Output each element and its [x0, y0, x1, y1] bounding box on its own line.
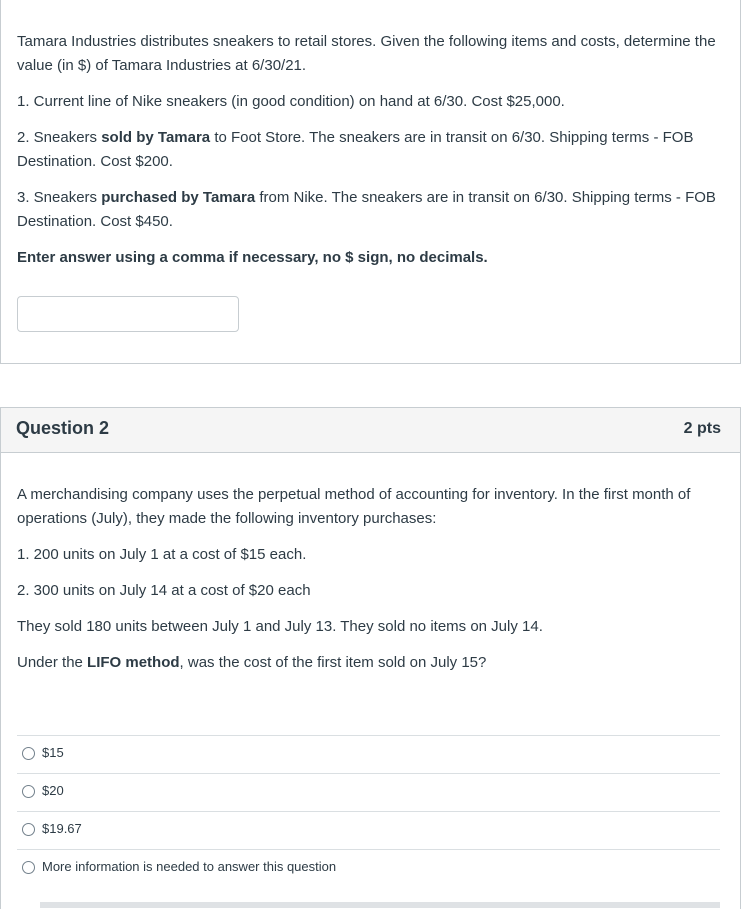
prompt-prefix: Under the [17, 654, 88, 671]
question-2-points: 2 pts [683, 420, 721, 437]
answer-option-label[interactable]: More information is needed to answer this question [42, 859, 337, 874]
question-2-header [1, 408, 740, 453]
item-2-bold: sold by Tamara [101, 129, 211, 146]
prompt-bold: LIFO method [87, 654, 180, 671]
horizontal-scrollbar[interactable] [40, 902, 720, 908]
question-2-prompt [17, 651, 725, 675]
answer-option[interactable] [17, 811, 720, 849]
question-2-panel [0, 407, 741, 909]
question-1-item-3 [17, 186, 717, 234]
question-1-instruction: Enter answer using a comma if necessary, no $ sign, no decimals. [17, 249, 488, 266]
radio-button[interactable] [22, 823, 35, 836]
question-2-body [17, 483, 725, 687]
question-2-item-2: 2. 300 units on July 14 at a cost of $20 each [17, 582, 311, 599]
question-1-panel [0, 0, 741, 364]
item-2-prefix: 2. Sneakers [17, 129, 102, 146]
radio-button[interactable] [22, 785, 35, 798]
question-1-item-2 [17, 126, 717, 174]
question-1-answer-input[interactable] [17, 296, 239, 332]
radio-button[interactable] [22, 861, 35, 874]
item-3-bold: purchased by Tamara [101, 189, 256, 206]
question-1-body [17, 30, 717, 270]
prompt-suffix: , was the cost of the first item sold on July 15? [179, 654, 487, 671]
question-2-sold: They sold 180 units between July 1 and July 13. They sold no items on July 14. [17, 618, 543, 635]
item-3-suffix: from Nike. The sneakers are in transit on 6/30. Shipping terms - FOB Destination. Cost $450. [17, 189, 716, 230]
answer-option[interactable] [17, 735, 720, 773]
answer-option-label[interactable]: $15 [42, 745, 64, 760]
question-2-answers [17, 735, 720, 887]
answer-option[interactable] [17, 773, 720, 811]
question-2-item-1: 1. 200 units on July 1 at a cost of $15 each. [17, 546, 307, 563]
question-1-item-1: 1. Current line of Nike sneakers (in good condition) on hand at 6/30. Cost $25,000. [17, 93, 565, 110]
item-2-suffix: to Foot Store. The sneakers are in transit on 6/30. Shipping terms - FOB Destination. Cost $200. [17, 129, 694, 170]
answer-option-label[interactable]: $20 [42, 783, 64, 798]
question-2-intro: A merchandising company uses the perpetual method of accounting for inventory. In the first month of operations (July), they made the following inventory purchases: [17, 486, 691, 527]
answer-option[interactable] [17, 849, 720, 887]
answer-option-label[interactable]: $19.67 [42, 821, 82, 836]
item-3-prefix: 3. Sneakers [17, 189, 102, 206]
question-1-intro: Tamara Industries distributes sneakers to retail stores. Given the following items and costs, determine the value (in $) of Tamara Industries at 6/30/21. [17, 33, 716, 74]
radio-button[interactable] [22, 747, 35, 760]
question-2-title: Question 2 [16, 418, 110, 438]
